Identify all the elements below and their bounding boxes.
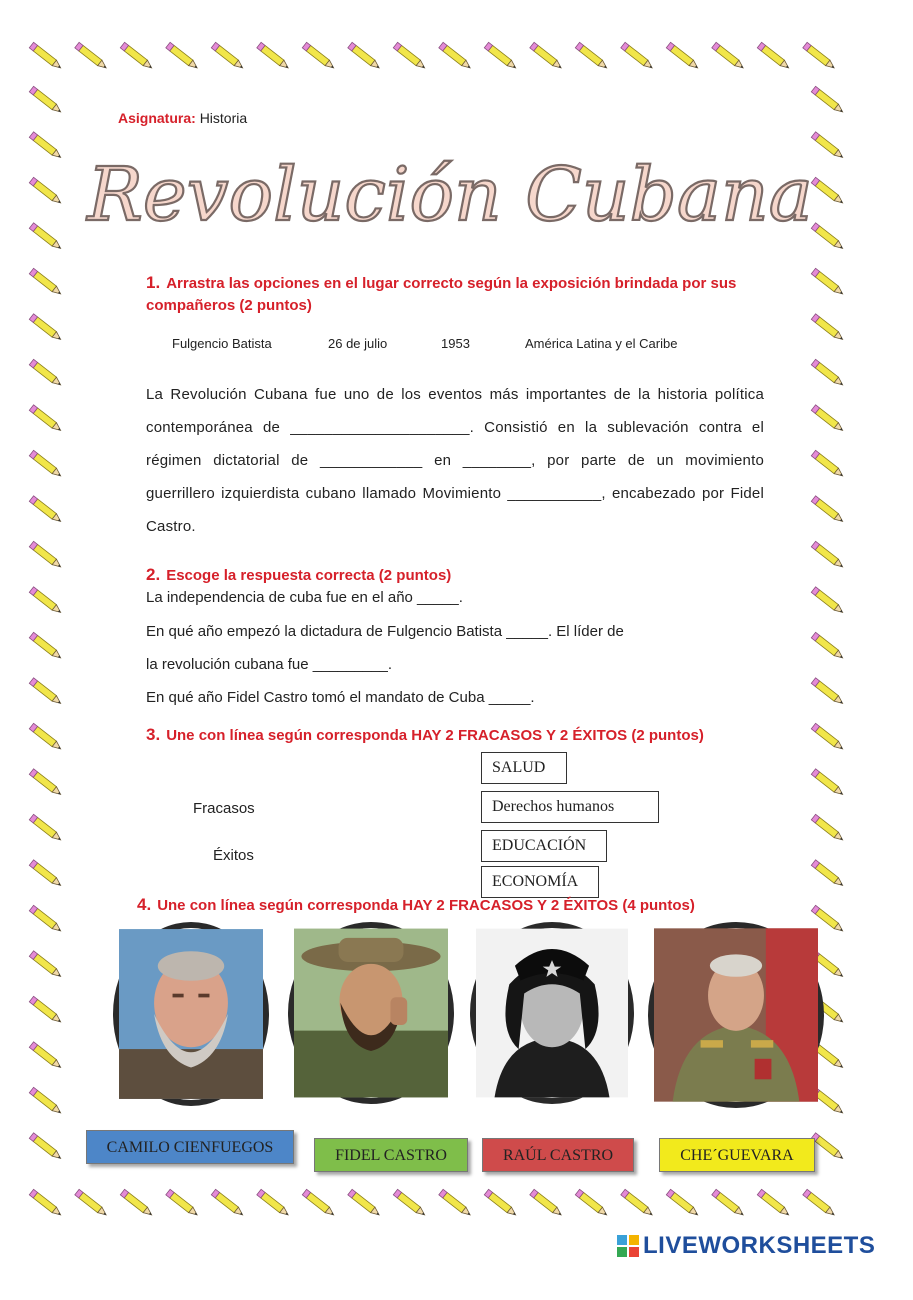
liveworksheets-icon <box>617 1235 639 1257</box>
q2-line-2: En qué año empezó la dictadura de Fulgencio Batista _____. El líder de <box>146 623 624 640</box>
q3-heading-text: Une con línea según corresponda HAY 2 FRACASOS Y 2 ÉXITOS (2 puntos) <box>166 727 704 744</box>
portrait-fidel-image <box>119 928 263 1100</box>
brand-text: LIVEWORKSHEETS <box>643 1232 876 1259</box>
q2-line-4: En qué año Fidel Castro tomó el mandato de Cuba _____. <box>146 689 535 706</box>
portrait-raul <box>648 922 824 1108</box>
option-america-latina[interactable]: América Latina y el Caribe <box>525 336 678 351</box>
option-1953[interactable]: 1953 <box>441 336 470 351</box>
subject-value: Historia <box>199 110 248 126</box>
q1-paragraph: La Revolución Cubana fue uno de los eventos más importantes de la historia política contemporánea de _____________________. Consistió en la sublevación contra el régimen dictatorial de ____________ en ________, por parte de un movimiento guerrillero izquierdista cubano llamado Movimiento ___________, encabezado por Fidel Castro. <box>146 386 764 535</box>
page-title <box>87 140 813 250</box>
q2-line-3: la revolución cubana fue _________. <box>146 656 393 673</box>
q1-heading <box>146 272 786 317</box>
q3-heading <box>146 724 704 747</box>
box-salud[interactable]: SALUD <box>481 752 567 784</box>
q4-heading-text: Une con línea según corresponda HAY 2 FRACASOS Y 2 ÉXITOS (4 puntos) <box>157 897 695 914</box>
q4-heading <box>137 894 695 914</box>
box-economia[interactable]: ECONOMÍA <box>481 866 599 898</box>
name-button-raul-castro[interactable]: RAÚL CASTRO <box>482 1138 634 1172</box>
q1-heading-line2: compañeros (2 puntos) <box>146 297 312 314</box>
name-button-fidel-castro[interactable]: FIDEL CASTRO <box>314 1138 468 1172</box>
name-button-camilo-cienfuegos[interactable]: CAMILO CIENFUEGOS <box>86 1130 294 1164</box>
box-educacion[interactable]: EDUCACIÓN <box>481 830 607 862</box>
q2-line-1: La independencia de cuba fue en el año _____. <box>146 589 463 606</box>
portrait-che-image <box>476 928 628 1098</box>
q1-heading-line1: Arrastra las opciones en el lugar correcto según la exposición brindada por sus <box>166 275 737 292</box>
portrait-raul-image <box>654 928 818 1102</box>
portrait-fidel <box>113 922 269 1106</box>
page-title-text: Revolución Cubana <box>87 152 813 238</box>
q2-heading-text: Escoge la respuesta correcta (2 puntos) <box>166 567 452 584</box>
name-button-che-guevara[interactable]: CHE´GUEVARA <box>659 1138 815 1172</box>
subject-label: Asignatura: <box>118 110 196 126</box>
label-exitos: Éxitos <box>213 847 254 864</box>
q2-heading <box>146 564 451 587</box>
liveworksheets-logo <box>617 1232 875 1260</box>
q3-number: 3. <box>146 725 161 744</box>
portrait-camilo <box>288 922 454 1104</box>
q1-number: 1. <box>146 273 161 292</box>
portrait-che <box>470 922 634 1104</box>
subject-line <box>118 110 247 126</box>
label-fracasos: Fracasos <box>193 800 255 817</box>
portrait-camilo-image <box>294 928 448 1098</box>
option-26-julio[interactable]: 26 de julio <box>328 336 388 351</box>
box-derechos-humanos[interactable]: Derechos humanos <box>481 791 659 823</box>
q2-number: 2. <box>146 565 161 584</box>
q4-number: 4. <box>137 895 152 914</box>
option-fulgencio-batista[interactable]: Fulgencio Batista <box>172 336 272 351</box>
